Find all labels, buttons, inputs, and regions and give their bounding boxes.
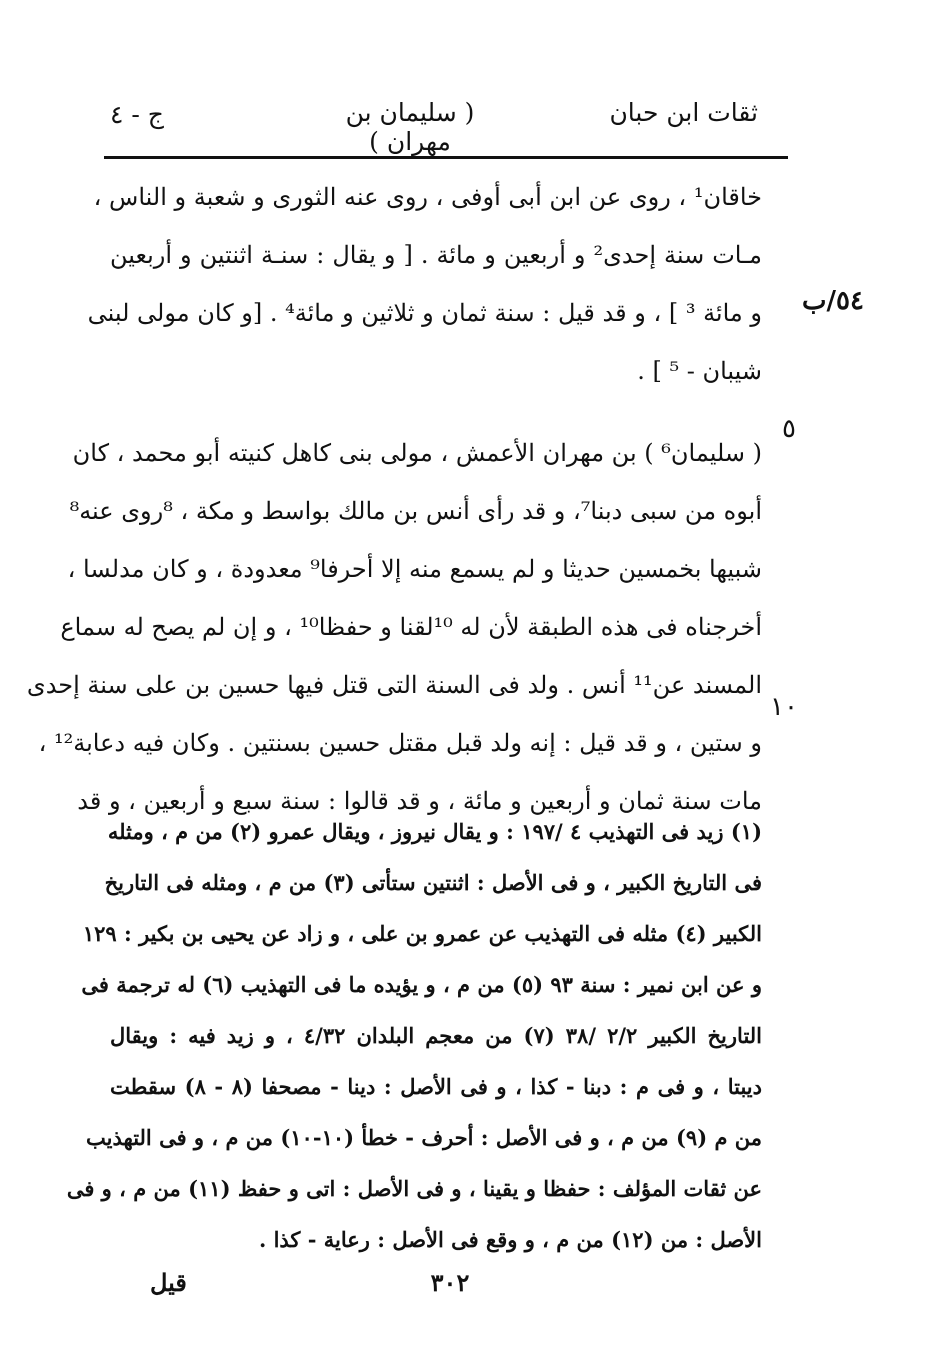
footnote-line: ديبتا ، و فى م : دبنا - كذا ، و فى الأصل : دينا - مصحفا (٨ - ٨) سقطت	[110, 1074, 762, 1099]
text-line: خاقان¹ ، روى عن ابن أبى أوفى ، روى عنه الثورى و شعبة و الناس ،	[93, 183, 762, 211]
text-line: و مائة ³ ] ، و قد قيل : سنة ثمان و ثلاثين و مائة⁴ . [و كان مولى لبنى	[87, 299, 762, 327]
text-line: المسند عن¹¹ أنس . ولد فى السنة التى قتل فيها حسين بن على سنة إحدى	[26, 671, 762, 699]
footnote-line: و عن ابن نمير : سنة ٩٣ (٥) من م ، و يؤيده ما فى التهذيب (٦) له ترجمة فى	[81, 972, 762, 997]
text-line: شبيها بخمسين حديثا و لم يسمع منه إلا أحرفا⁹ معدودة ، و كان مدلسا ،	[67, 555, 762, 583]
footnote-line: فى التاريخ الكبير ، و فى الأصل : اثنتين ستأتى (٣) من م ، ومثله فى التاريخ	[104, 870, 762, 895]
catchword: قيل	[150, 1268, 187, 1297]
text-line: ( سليمان⁶ ) بن مهران الأعمش ، مولى بنى كاهل كنيته أبو محمد ، كان	[72, 439, 762, 467]
footnotes	[66, 806, 763, 1265]
running-head-volume: ج - ٤	[110, 100, 164, 129]
text-line: أبوه من سبى دبنا⁷، و قد رأى أنس بن مالك بواسط و مكة ، ⁸روى عنه⁸	[69, 497, 762, 525]
main-text	[26, 168, 763, 830]
footnote-line: التاريخ الكبير ٢/٢ /٣٨ (٧) من معجم البلدان ٤/٣٢ ، و زيد فيه : ويقال	[110, 1023, 763, 1048]
footnote-line: الكبير (٤) مثله فى التهذيب عن عمرو بن على ، و زاد عن يحيى بن بكير : ١٢٩	[82, 921, 762, 946]
margin-folio-reference: ٥٤/ب	[802, 286, 864, 316]
footnote-line: عن ثقات المؤلف : حفظا و يقينا ، و فى الأصل : اتى و حفظ (١١) من م ، و فى	[66, 1176, 762, 1201]
page-number: ٣٠٢	[430, 1268, 470, 1297]
header-rule	[104, 156, 788, 159]
margin-line-number-10: ١٠	[770, 692, 798, 722]
text-line: مات سنة ثمان و أربعين و مائة ، و قد قالوا : سنة سبع و أربعين ، و قد	[77, 787, 762, 815]
running-head-entry-name: ( سليمان بن مهران )	[345, 98, 475, 156]
footnote-line: من م (٩) من م ، و فى الأصل : أحرف - خطأ (١٠-١٠) من م ، و فى التهذيب	[86, 1125, 762, 1150]
footnote-line: الأصل : من (١٢) من م ، و وقع فى الأصل : رعاية - كذا .	[258, 1227, 762, 1252]
footnote-line: (١) زيد فى التهذيب ٤ /١٩٧ : و يقال نيروز ، ويقال عمرو (٢) من م ، ومثله	[107, 819, 762, 844]
text-line: أخرجناه فى هذه الطبقة لأن له ¹⁰لقنا و حفظا¹⁰ ، و إن لم يصح له سماع	[60, 613, 762, 641]
running-head-book-title: ثقات ابن حبان	[609, 98, 758, 127]
text-line: شيبان - ⁵ ] .	[637, 357, 762, 385]
text-line: مـات سنة إحدى² و أربعين و مائة . [ و يقال : سنـة اثنتين و أربعين	[110, 241, 763, 269]
text-line: و ستين ، و قد قيل : إنه ولد قبل مقتل حسين بسنتين . وكان فيه دعابة¹² ،	[38, 729, 762, 757]
paragraph-gap	[110, 400, 762, 424]
margin-line-number-5: ٥	[782, 414, 796, 444]
